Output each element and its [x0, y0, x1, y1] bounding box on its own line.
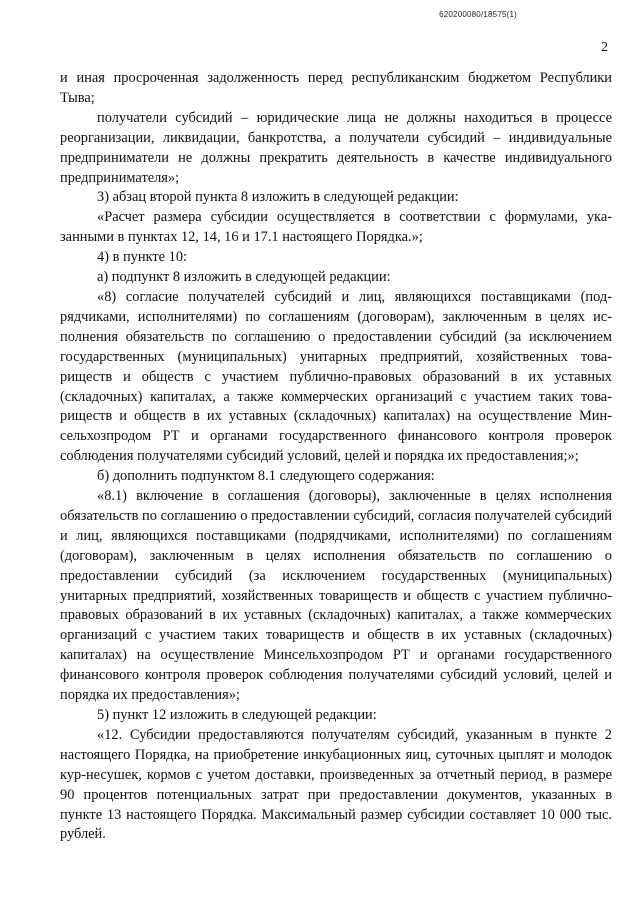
paragraph: 4) в пункте 10: [97, 249, 188, 266]
document-body [60, 69, 612, 845]
paragraph: «Расчет размера субсидии осуществляется в соответствии с формулами, указанными в пунктах 12, 14, 16 и 17.1 настоящего Порядка.»; [60, 209, 612, 246]
paragraph: а) подпункт 8 изложить в следующей редакции: [97, 269, 391, 286]
paragraph: «8.1) включение в соглашения (договоры), заключенные в целях исполнения обязательств по соглашению о предоставлении субсидий, согласия получателей субсидий и лиц, являющихся поставщиками (подрядчиками, исполнителями) по соглашениям (договорам), заключенным в целях исполнения обязательств по соглашению о предоставлении субсидий (за исключением государственных (муниципальных) унитарных предприятий, хозяйственных товариществ и обществ с участием публично-правовых образований в их уставных (складочных) капиталах, а также коммерческих организаций с участием таких товариществ и обществ в их уставных (складочных) капиталах) на осуществление Минсельхозпродом РТ и органами государственного финансового контроля проверок соблюдения получателями субсидий условий, целей и порядка их предоставления»; [60, 488, 612, 704]
paragraph: «8) согласие получателей субсидий и лиц, являющихся поставщиками (подрядчиками, исполнителями) по соглашениям (договорам), заключенным в целях исполнения обязательств по соглашению о предоставлении субсидий (за исключением государственных (муниципальных) унитарных предприятий, хозяйственных товариществ и обществ с участием публично-правовых образований в их уставных (складочных) капиталах, а также коммерческих организаций с участием таких товариществ и обществ в их уставных (складочных) капиталах) на осуществление Минсельхозпродом РТ и органами государственного финансового контроля проверок соблюдения получателями субсидий условий, целей и порядка их предоставления;»; [60, 288, 612, 465]
paragraph: и иная просроченная задолженность перед республиканским бюджетом Республики Тыва; [60, 70, 612, 106]
paragraph: 3) абзац второй пункта 8 изложить в следующей редакции: [97, 189, 459, 206]
page-number: 2 [601, 40, 608, 55]
paragraph: получатели субсидий – юридические лица не должны находиться в процессе реорганизации, ликвидации, банкротства, а получатели субсидий – индивидуальные предприниматели не должны прекратить деятельность в качестве индивидуального предпринимателя»; [60, 109, 612, 186]
paragraph: «12. Субсидии предоставляются получателям субсидий, указанным в пункте 2 настоящего Порядка, на приобретение инкубационных яиц, суточных цыплят и молодок кур-несушек, кормов с учетом доставки, произведенных за отчетный период, в размере 90 процентов потенциальных затрат при предоставлении документов, указанных в пункте 13 настоящего Порядка. Максимальный размер субсидии составляет 10 000 тыс. рублей. [60, 726, 612, 843]
document-code: 620200080/18575(1) [439, 10, 517, 19]
paragraph: б) дополнить подпунктом 8.1 следующего содержания: [97, 468, 435, 485]
paragraph: 5) пункт 12 изложить в следующей редакции: [97, 707, 377, 723]
